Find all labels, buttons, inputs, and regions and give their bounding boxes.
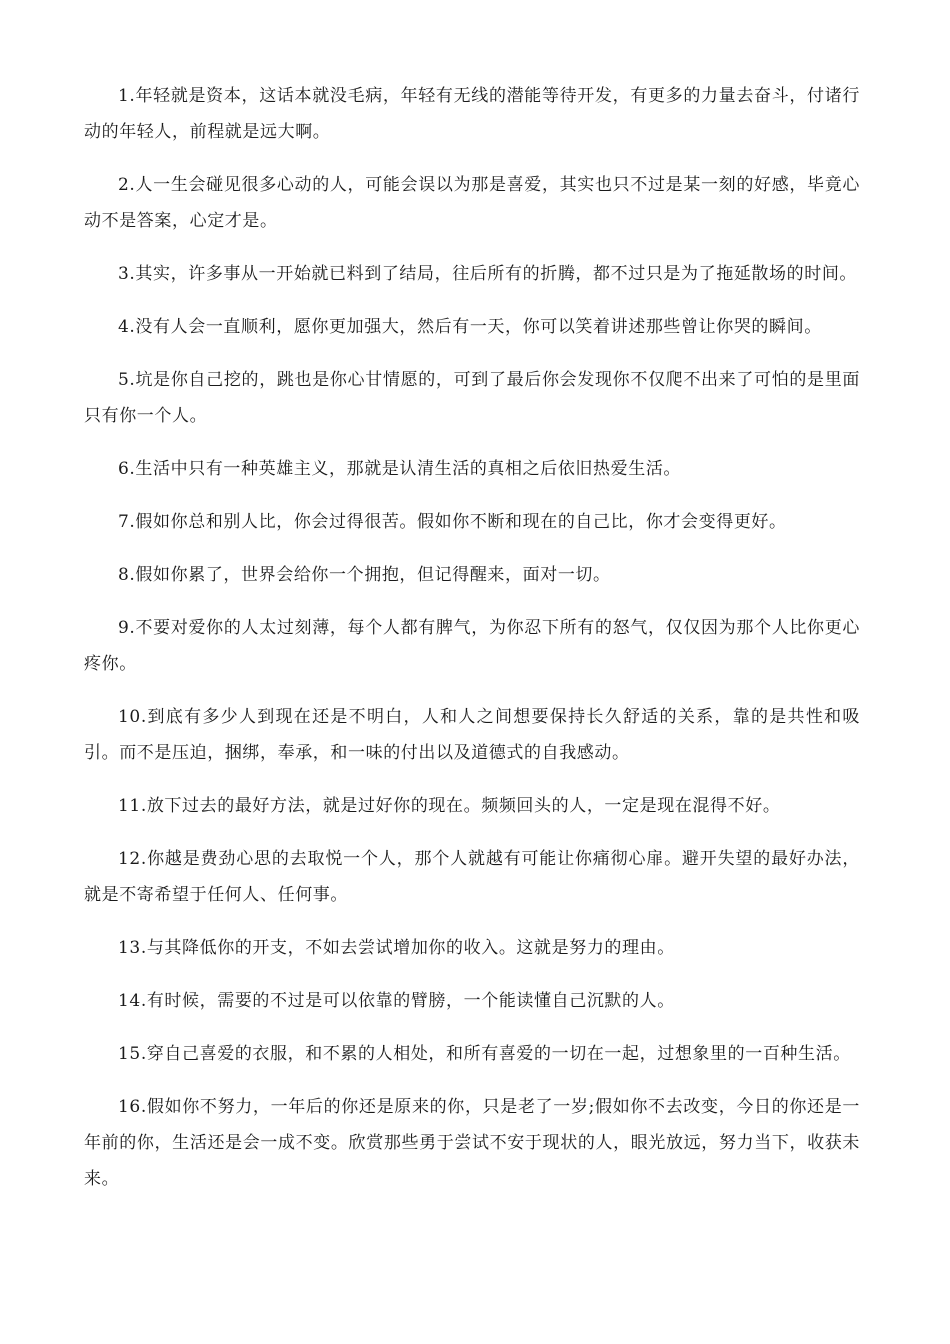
paragraph-8: 8.假如你累了，世界会给你一个拥抱，但记得醒来，面对一切。 [118,565,611,585]
paragraph-4: 4.没有人会一直顺利，愿你更加强大，然后有一天，你可以笑着讲述那些曾让你哭的瞬间。 [118,317,822,337]
paragraph-2: 2.人一生会碰见很多心动的人，可能会误以为那是喜爱，其实也只不过是某一刻的好感，毕竟心动不是答案，心定才是。 [84,175,860,231]
paragraph-10: 10.到底有多少人到现在还是不明白，人和人之间想要保持长久舒适的关系，靠的是共性和吸引。而不是压迫，捆绑，奉承，和一味的付出以及道德式的自我感动。 [84,707,860,763]
paragraph-6: 6.生活中只有一种英雄主义，那就是认清生活的真相之后依旧热爱生活。 [118,459,682,479]
paragraph-3: 3.其实，许多事从一开始就已料到了结局，往后所有的折腾，都不过只是为了拖延散场的时间。 [118,264,858,284]
paragraph-9: 9.不要对爱你的人太过刻薄，每个人都有脾气，为你忍下所有的怒气，仅仅因为那个人比你更心疼你。 [84,618,860,674]
paragraph-12: 12.你越是费劲心思的去取悦一个人，那个人就越有可能让你痛彻心扉。避开失望的最好办法，就是不寄希望于任何人、任何事。 [84,849,860,905]
paragraph-14: 14.有时候，需要的不过是可以依靠的臂膀，一个能读懂自己沉默的人。 [118,991,675,1011]
paragraph-16: 16.假如你不努力，一年后的你还是原来的你，只是老了一岁;假如你不去改变，今日的你还是一年前的你，生活还是会一成不变。欣赏那些勇于尝试不安于现状的人，眼光放远，努力当下，收获未来。 [84,1097,860,1189]
document-body [84,78,860,1214]
paragraph-7: 7.假如你总和别人比，你会过得很苦。假如你不断和现在的自己比，你才会变得更好。 [118,512,787,532]
paragraph-15: 15.穿自己喜爱的衣服，和不累的人相处，和所有喜爱的一切在一起，过想象里的一百种生活。 [118,1044,851,1064]
paragraph-5: 5.坑是你自己挖的，跳也是你心甘情愿的，可到了最后你会发现你不仅爬不出来了可怕的是里面只有你一个人。 [84,370,860,426]
paragraph-11: 11.放下过去的最好方法，就是过好你的现在。频频回头的人，一定是现在混得不好。 [118,796,781,816]
paragraph-1: 1.年轻就是资本，这话本就没毛病，年轻有无线的潜能等待开发，有更多的力量去奋斗，付诸行动的年轻人，前程就是远大啊。 [84,86,860,142]
paragraph-13: 13.与其降低你的开支，不如去尝试增加你的收入。这就是努力的理由。 [118,938,675,958]
